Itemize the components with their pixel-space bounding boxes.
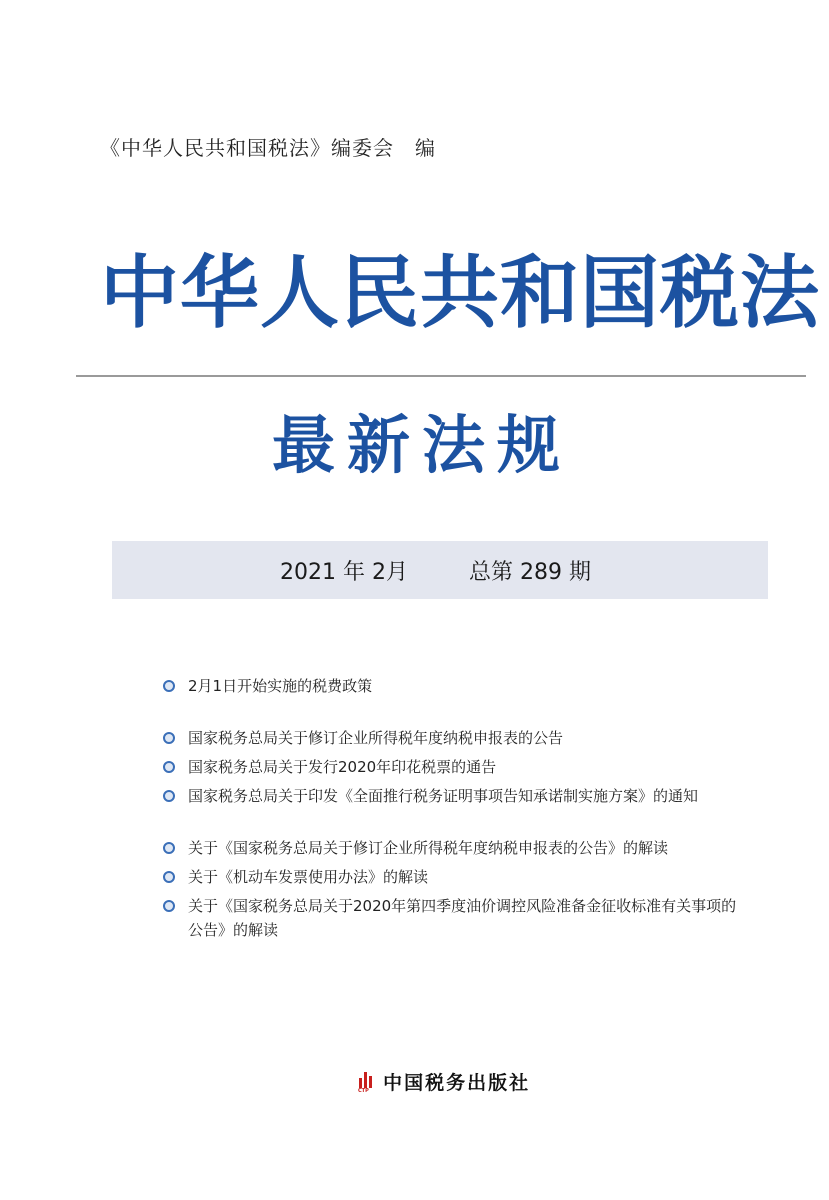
bullet-icon: [163, 871, 175, 883]
toc-item: [162, 726, 742, 750]
toc-item: [162, 755, 742, 779]
toc-item: [162, 784, 742, 808]
divider: [76, 375, 806, 377]
toc-item-text: 2月1日开始实施的税费政策: [188, 677, 373, 695]
toc-item: [162, 894, 742, 942]
bullet-icon: [163, 900, 175, 912]
toc-item: [162, 836, 742, 860]
publisher: [358, 1068, 530, 1095]
toc-item-text: 关于《机动车发票使用办法》的解读: [188, 868, 429, 886]
publisher-logo-icon: [358, 1072, 374, 1092]
issue-number: 总第 289 期: [469, 560, 591, 585]
toc-item-text: 关于《国家税务总局关于2020年第四季度油价调控风险准备金征收标准有关事项的公告》的解读: [188, 897, 737, 939]
publisher-name: 中国税务出版社: [383, 1072, 531, 1094]
toc-item-text: 国家税务总局关于印发《全面推行税务证明事项告知承诺制实施方案》的通知: [188, 787, 699, 805]
issue-band: [112, 541, 768, 599]
bullet-icon: [163, 790, 175, 802]
publisher-logo-text: CTP: [358, 1087, 369, 1094]
bullet-icon: [163, 761, 175, 773]
main-title: 中华人民共和国税法: [100, 247, 820, 339]
toc-item-text: 国家税务总局关于修订企业所得税年度纳税申报表的公告: [188, 729, 564, 747]
toc-item-text: 国家税务总局关于发行2020年印花税票的通告: [188, 758, 497, 776]
bullet-icon: [163, 680, 175, 692]
bullet-icon: [163, 732, 175, 744]
sub-title: 最新法规: [272, 409, 572, 482]
toc-item: [162, 674, 742, 698]
table-of-contents: [162, 674, 742, 947]
issue-date: 2021 年 2月: [280, 560, 408, 585]
toc-item-text: 关于《国家税务总局关于修订企业所得税年度纳税申报表的公告》的解读: [188, 839, 669, 857]
bullet-icon: [163, 842, 175, 854]
editor-credit: 《中华人民共和国税法》编委会 编: [100, 136, 436, 160]
toc-item: [162, 865, 742, 889]
